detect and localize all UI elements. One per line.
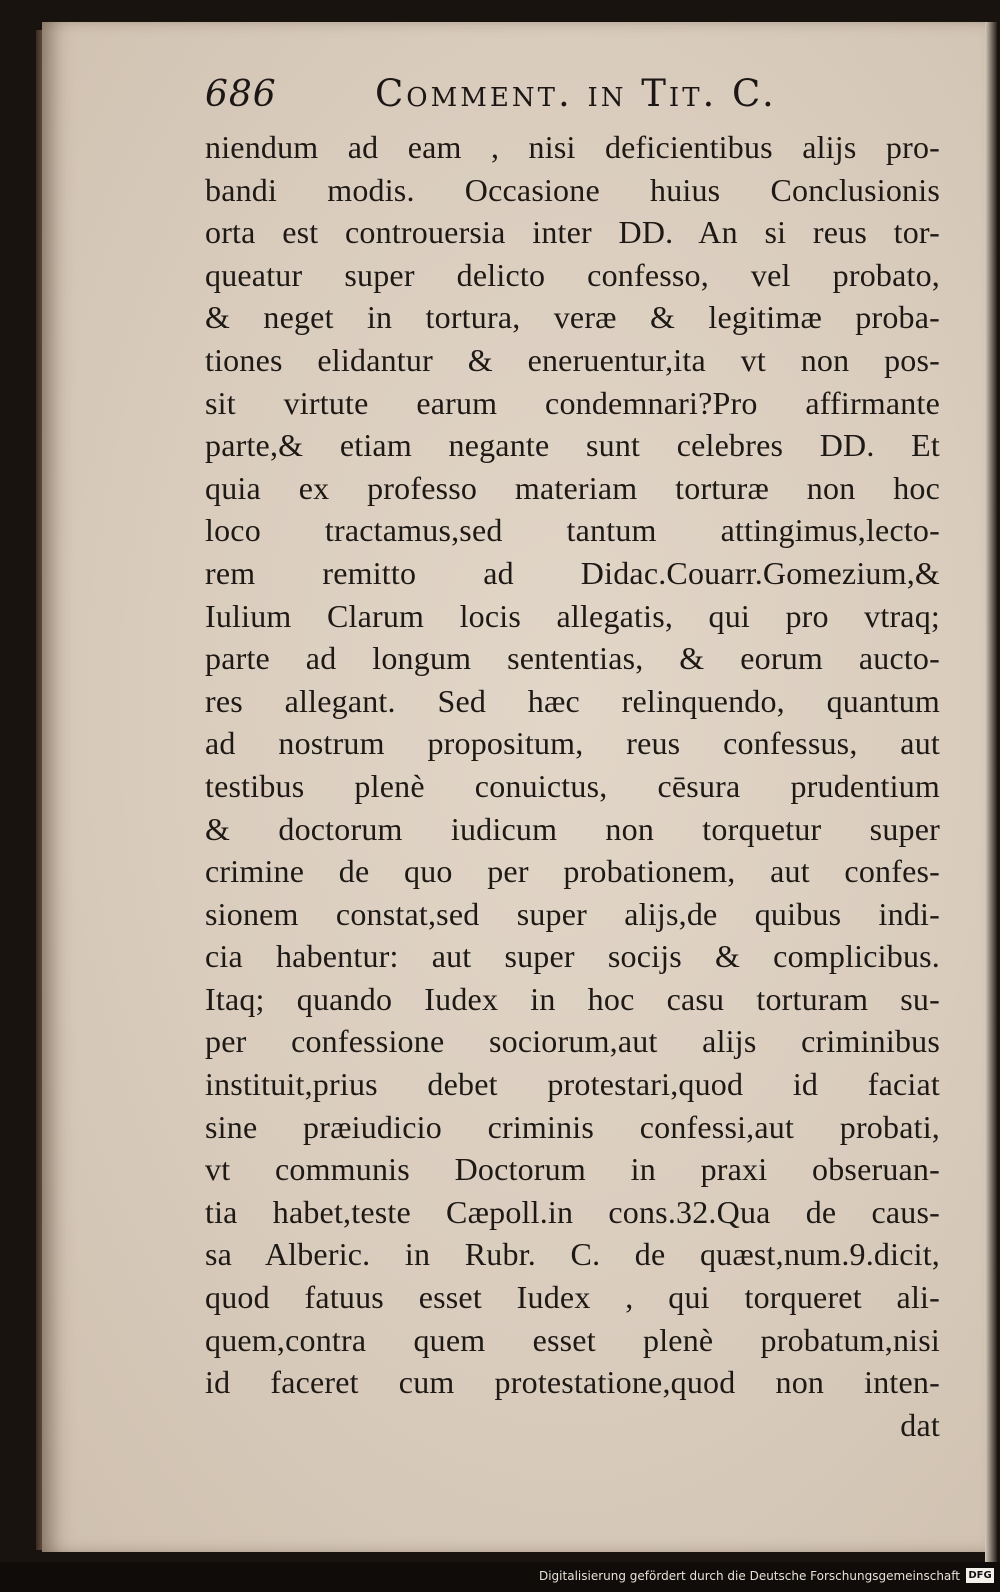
text-line: ad nostrum propositum, reus confessus, aut: [205, 725, 940, 762]
text-line: tia habet,teste Cæpoll.in cons.32.Qua de caus-: [205, 1193, 940, 1230]
text-line: sine præiudicio criminis confessi,aut probati,: [205, 1108, 940, 1145]
dfg-logo: DFG: [966, 1568, 994, 1583]
text-line: sionem constat,sed super alijs,de quibus indi-: [205, 895, 940, 932]
digitization-footer: [0, 1562, 1000, 1592]
text-line: testibus plenè conuictus, cēsura prudentium: [205, 767, 940, 804]
body-text: [205, 126, 940, 1446]
page-edge-right: [985, 22, 997, 1577]
text-line: vt communis Doctorum in praxi obseruan-: [205, 1151, 940, 1188]
text-line: res allegant. Sed hæc relinquendo, quantum: [205, 682, 940, 719]
catchword: dat: [900, 1406, 940, 1443]
text-line: parte ad longum sententias, & eorum aucto-: [205, 640, 940, 677]
text-line: per confessione sociorum,aut alijs criminibus: [205, 1023, 940, 1060]
text-line: sa Alberic. in Rubr. C. de quæst,num.9.dicit,: [205, 1236, 940, 1273]
text-line: tiones elidantur & eneruentur,ita vt non pos-: [205, 341, 940, 378]
text-line: crimine de quo per probationem, aut confes-: [205, 853, 940, 890]
text-line: Iulium Clarum locis allegatis, qui pro vtraq;: [205, 597, 940, 634]
text-line: & doctorum iudicum non torquetur super: [205, 810, 940, 847]
text-line: quia ex professo materiam torturæ non hoc: [205, 469, 940, 506]
page-number: 686: [205, 74, 277, 115]
text-line: orta est controuersia inter DD. An si reus tor-: [205, 214, 940, 251]
text-line: Itaq; quando Iudex in hoc casu torturam su-: [205, 980, 940, 1017]
text-line: cia habentur: aut super socijs & complicibus.: [205, 938, 940, 975]
text-line: instituit,prius debet protestari,quod id faciat: [205, 1066, 940, 1103]
text-line: rem remitto ad Didac.Couarr.Gomezium,&: [205, 554, 940, 591]
text-line: quem,contra quem esset plenè probatum,nisi: [205, 1321, 940, 1358]
text-line: id faceret cum protestatione,quod non inten-: [205, 1364, 940, 1401]
footer-credit: Digitalisierung gefördert durch die Deutsche Forschungsgemeinschaft: [538, 1569, 960, 1583]
text-line: bandi modis. Occasione huius Conclusionis: [205, 171, 940, 208]
text-line: queatur super delicto confesso, vel probato,: [205, 256, 940, 293]
page-header: [205, 70, 855, 124]
text-line: & neget in tortura, veræ & legitimæ proba-: [205, 299, 940, 336]
text-line: quod fatuus esset Iudex , qui torqueret ali-: [205, 1279, 940, 1316]
text-line: parte,& etiam negante sunt celebres DD. Et: [205, 427, 940, 464]
text-line: loco tractamus,sed tantum attingimus,lecto-: [205, 512, 940, 549]
text-line: sit virtute earum condemnari?Pro affirmante: [205, 384, 940, 421]
running-head: Comment. in Tit. C.: [375, 72, 777, 115]
text-line: niendum ad eam , nisi deficientibus alijs pro-: [205, 129, 940, 165]
